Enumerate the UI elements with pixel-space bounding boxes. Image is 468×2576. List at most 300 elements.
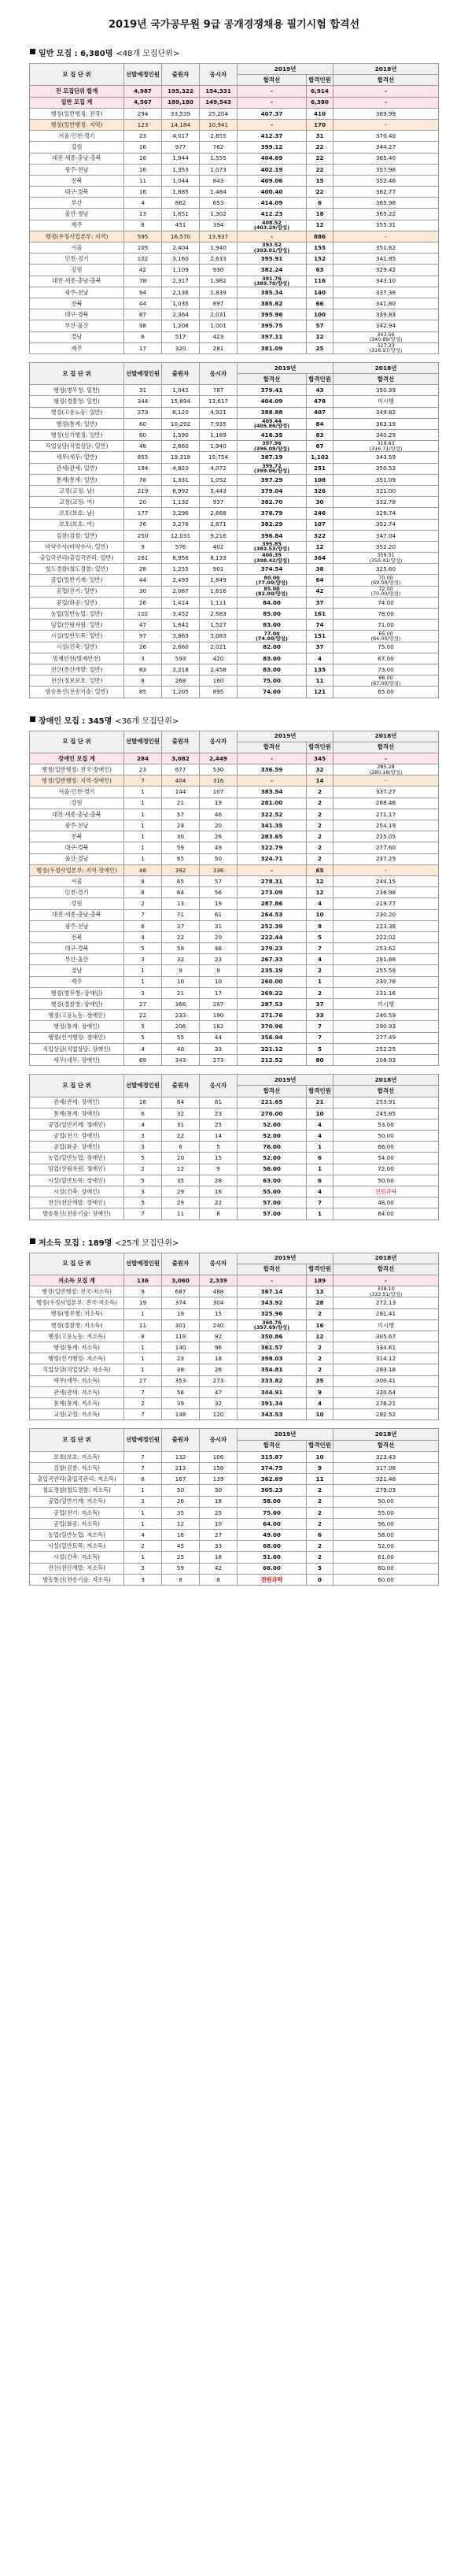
- cell-takers: 1,849: [200, 575, 238, 586]
- cell-unit: 행정(우정사업본부: 전국·저소득): [30, 1297, 124, 1308]
- cell-cutoff-2019: 409.44 (405.86/양성): [238, 418, 307, 429]
- cell-seats: 219: [124, 485, 162, 496]
- cell-takers: 31: [200, 920, 238, 931]
- cell-unit: 행정(경찰청: 저소득): [30, 1319, 124, 1331]
- cell-cutoff-2019: 360.76 (357.69/양성): [238, 1319, 307, 1331]
- cell-takers: 2,668: [200, 508, 238, 519]
- cell-cutoff-2019: 252.39: [238, 920, 307, 931]
- table-row: [30, 842, 439, 853]
- cell-unit: 관세(관세: 저소득): [30, 1386, 124, 1397]
- cell-seats: 7: [124, 909, 162, 920]
- cell-takers: 8: [200, 1208, 238, 1220]
- cell-cutoff-2018: 338.10 (333.51/양성): [333, 1286, 439, 1297]
- cell-unit: 농업(일반농업: 장애인): [30, 1153, 124, 1164]
- cell-unit: 행정(선거행정: 일반): [30, 430, 124, 441]
- table-row: [30, 831, 439, 842]
- cell-takers: 15,754: [200, 452, 238, 463]
- cell-cutoff-2018: 48.00: [333, 1197, 439, 1208]
- cell-cutoff-2019: 382.24: [238, 265, 307, 276]
- col-passers-2019: 합격인원: [307, 374, 333, 385]
- cell-cutoff-2018: 317.08: [333, 1462, 439, 1473]
- cell-passers-2019: 4: [307, 1119, 333, 1130]
- cell-unit: 광주·전남: [30, 287, 124, 298]
- table-row: [30, 1364, 439, 1375]
- cell-applicants: 23: [162, 1353, 200, 1364]
- cell-seats: 7: [124, 1409, 162, 1420]
- cell-takers: 1,982: [200, 276, 238, 287]
- cell-unit: 전북: [30, 298, 124, 309]
- cell-unit: 시설(건축: 일반): [30, 642, 124, 653]
- cell-takers: 20: [200, 931, 238, 942]
- cell-passers-2019: 15: [307, 175, 333, 186]
- cell-cutoff-2018: 223.38: [333, 920, 439, 931]
- cell-cutoff-2019: 379.04: [238, 485, 307, 496]
- cell-cutoff-2018: 미시행: [333, 999, 439, 1010]
- cell-unit: 일반 모집 계: [30, 97, 124, 108]
- cell-cutoff-2018: 78.00: [333, 609, 439, 620]
- table-row: [30, 153, 439, 164]
- table-row: [30, 1043, 439, 1054]
- cell-cutoff-2019: 412.37: [238, 131, 307, 142]
- cell-seats: 2: [124, 1496, 162, 1507]
- cell-cutoff-2019: 362.69: [238, 1474, 307, 1485]
- cell-applicants: 19: [162, 1308, 200, 1319]
- table-row: [30, 965, 439, 976]
- cell-applicants: 1,035: [162, 298, 200, 309]
- cell-unit: 통계(통계: 장애인): [30, 1108, 124, 1119]
- cell-seats: 16: [124, 1097, 162, 1108]
- cell-cutoff-2019: 414.09: [238, 198, 307, 209]
- cell-unit: 행정(병무청: 저소득): [30, 1308, 124, 1319]
- cell-applicants: 57: [162, 809, 200, 820]
- cell-cutoff-2018: 255.59: [333, 965, 439, 976]
- cell-cutoff-2019: 51.00: [238, 1552, 307, 1563]
- cell-applicants: 2,317: [162, 276, 200, 287]
- table-row: [30, 798, 439, 809]
- cell-passers-2019: 83: [307, 430, 333, 441]
- table-row: [30, 97, 439, 108]
- cell-cutoff-2018: 52.00: [333, 1541, 439, 1552]
- cell-passers-2019: 2: [307, 1485, 333, 1496]
- cell-seats: 8: [124, 675, 162, 687]
- cell-seats: 194: [124, 463, 162, 474]
- cell-seats: 2: [124, 898, 162, 909]
- cell-cutoff-2018: 343.59: [333, 452, 439, 463]
- cell-seats: 3: [124, 1131, 162, 1142]
- cell-unit: 시설(일반토목: 일반): [30, 631, 124, 642]
- cell-seats: 3: [124, 987, 162, 998]
- cell-cutoff-2018: 370.40: [333, 131, 439, 142]
- cell-applicants: 1,842: [162, 620, 200, 631]
- cell-cutoff-2019: 354.81: [238, 1364, 307, 1375]
- cell-seats: 4,567: [124, 97, 162, 108]
- cell-cutoff-2019: 271.76: [238, 1010, 307, 1021]
- cell-passers-2019: 2: [307, 831, 333, 842]
- cell-seats: 6: [124, 1108, 162, 1119]
- cell-cutoff-2018: 281.68: [333, 954, 439, 965]
- table-row: [30, 287, 439, 298]
- cell-applicants: 15,894: [162, 396, 200, 407]
- cell-cutoff-2018: 347.04: [333, 530, 439, 541]
- cell-passers-2019: 6: [307, 198, 333, 209]
- cell-unit: 전산(전산개발: 일반): [30, 664, 124, 675]
- cell-passers-2019: 65: [307, 864, 333, 875]
- section-subtitle: <48개 모집단위>: [116, 50, 180, 58]
- col-applicants: 출원자: [162, 1429, 200, 1451]
- cell-cutoff-2018: 351.62: [333, 242, 439, 254]
- cell-cutoff-2018: 271.17: [333, 809, 439, 820]
- cell-cutoff-2018: 305.67: [333, 1331, 439, 1342]
- cell-passers-2019: 4: [307, 1186, 333, 1197]
- cell-takers: 47: [200, 1386, 238, 1397]
- col-cutoff-2019: 합격선: [238, 742, 307, 753]
- col-cutoff-2019: 합격선: [238, 1264, 307, 1275]
- col-seats: 선발예정인원: [124, 1429, 162, 1451]
- cell-takers: 5: [200, 1142, 238, 1153]
- cell-takers: 530: [200, 764, 238, 775]
- table-row: [30, 320, 439, 331]
- cell-cutoff-2018: 219.77: [333, 898, 439, 909]
- table-row: [30, 1574, 439, 1585]
- cell-cutoff-2018: 231.16: [333, 987, 439, 998]
- cell-unit: 제주: [30, 220, 124, 231]
- cell-cutoff-2018: 352.20: [333, 541, 439, 552]
- cell-cutoff-2019: 374.75: [238, 1462, 307, 1473]
- cell-takers: 139: [200, 1474, 238, 1485]
- cell-cutoff-2019: 74.00: [238, 687, 307, 698]
- cell-cutoff-2018: 65.00: [333, 687, 439, 698]
- cell-cutoff-2018: 359.31 (355.41/양성): [333, 553, 439, 564]
- cell-cutoff-2018: 344.27: [333, 142, 439, 153]
- cell-seats: 16: [124, 164, 162, 175]
- cell-unit: 행정(일반행정: 전국·장애인): [30, 764, 124, 775]
- cell-applicants: 343: [162, 1054, 200, 1065]
- table-row: [30, 86, 439, 97]
- cell-unit: 행정(병무청: 일반): [30, 385, 124, 396]
- cell-cutoff-2019: 267.33: [238, 954, 307, 965]
- cell-seats: 1: [124, 831, 162, 842]
- cell-unit: 교정(교정: 남): [30, 485, 124, 496]
- cell-cutoff-2018: 323.43: [333, 1451, 439, 1462]
- table-header: [30, 362, 439, 384]
- cell-seats: 9: [124, 541, 162, 552]
- cell-unit: 직업상담(직업상담: 저소득): [30, 1364, 124, 1375]
- cell-takers: 488: [200, 1286, 238, 1297]
- cell-seats: 30: [124, 586, 162, 597]
- cell-cutoff-2019: 391.76 (389.70/양성): [238, 276, 307, 287]
- cell-cutoff-2019: 402.19: [238, 164, 307, 175]
- cell-cutoff-2018: -: [333, 86, 439, 97]
- cell-cutoff-2018: 277.60: [333, 842, 439, 853]
- cell-passers-2019: 18: [307, 209, 333, 220]
- cell-takers: 423: [200, 331, 238, 342]
- cell-passers-2019: 14: [307, 775, 333, 786]
- cell-applicants: 39: [162, 1398, 200, 1409]
- cell-passers-2019: 116: [307, 276, 333, 287]
- cell-takers: 46: [200, 809, 238, 820]
- cell-unit: 강원: [30, 898, 124, 909]
- cell-takers: 44: [200, 1032, 238, 1043]
- cell-cutoff-2018: 276.21: [333, 1398, 439, 1409]
- table-row: [30, 920, 439, 931]
- cell-applicants: 1,044: [162, 175, 200, 186]
- cell-passers-2019: 246: [307, 508, 333, 519]
- table-row: [30, 1286, 439, 1297]
- cell-cutoff-2019: 287.86: [238, 898, 307, 909]
- cell-passers-2019: 107: [307, 519, 333, 530]
- table-row: [30, 609, 439, 620]
- col-seats: 선발예정인원: [124, 362, 162, 384]
- table-row: [30, 1386, 439, 1397]
- col-seats: 선발예정인원: [124, 1253, 162, 1275]
- cell-applicants: 10,292: [162, 418, 200, 429]
- cell-takers: 8,133: [200, 553, 238, 564]
- cell-seats: 177: [124, 508, 162, 519]
- cell-applicants: 404: [162, 775, 200, 786]
- cell-unit: 교정(교정: 저소득): [30, 1409, 124, 1420]
- cell-takers: 27: [200, 1530, 238, 1541]
- cell-cutoff-2018: 56.00: [333, 1518, 439, 1529]
- cell-seats: 19: [124, 1297, 162, 1308]
- table-header: [30, 1253, 439, 1275]
- cell-applicants: 16,570: [162, 231, 200, 242]
- col-takers: 응시자: [200, 731, 238, 753]
- cell-takers: 420: [200, 653, 238, 664]
- cell-unit: 경남: [30, 965, 124, 976]
- cell-takers: 25: [200, 1119, 238, 1130]
- cell-cutoff-2018: 337.27: [333, 786, 439, 798]
- cell-seats: 47: [124, 620, 162, 631]
- cell-cutoff-2019: 395.96: [238, 309, 307, 320]
- cell-cutoff-2018: 60.00: [333, 1563, 439, 1574]
- cell-cutoff-2019: 341.35: [238, 820, 307, 831]
- cell-passers-2019: 886: [307, 231, 333, 242]
- square-bullet-icon: [30, 49, 35, 54]
- cell-applicants: 6,120: [162, 407, 200, 418]
- cell-cutoff-2019: -: [238, 1275, 307, 1286]
- cell-cutoff-2019: 356.94: [238, 1032, 307, 1043]
- cell-passers-2019: 37: [307, 642, 333, 653]
- table-row: [30, 887, 439, 898]
- table-row: [30, 1518, 439, 1529]
- cell-seats: 31: [124, 385, 162, 396]
- cell-applicants: 3,082: [162, 753, 200, 764]
- cell-unit: 전산(전산개발: 저소득): [30, 1563, 124, 1574]
- cell-cutoff-2018: 362.77: [333, 187, 439, 198]
- table-row: [30, 764, 439, 775]
- table-row: [30, 276, 439, 287]
- cell-cutoff-2019: 56.00: [238, 1164, 307, 1175]
- section-title: 장애인 모집 : 345명: [39, 716, 112, 726]
- cell-cutoff-2019: 398.03: [238, 1353, 307, 1364]
- cell-passers-2019: 410: [307, 108, 333, 119]
- table-row: [30, 441, 439, 452]
- cell-seats: 28: [124, 564, 162, 575]
- cell-applicants: 3,452: [162, 609, 200, 620]
- cell-cutoff-2019: 322.52: [238, 809, 307, 820]
- cell-cutoff-2019: 395.85 (382.53/양성): [238, 541, 307, 552]
- cell-applicants: 2,404: [162, 242, 200, 254]
- cell-cutoff-2019: 387.19: [238, 452, 307, 463]
- col-unit: 모 집 단 위: [30, 1429, 124, 1451]
- cell-unit: 서울·인천·경기: [30, 786, 124, 798]
- table-header: [30, 1429, 439, 1451]
- cell-cutoff-2018: 363.19: [333, 418, 439, 429]
- table-row: [30, 452, 439, 463]
- cell-unit: 시설(일반토목: 저소득): [30, 1541, 124, 1552]
- cell-passers-2019: 251: [307, 463, 333, 474]
- table-row: [30, 164, 439, 175]
- cell-takers: 297: [200, 999, 238, 1010]
- cell-applicants: 233: [162, 1010, 200, 1021]
- cell-passers-2019: 57: [307, 320, 333, 331]
- cell-passers-2019: 345: [307, 753, 333, 764]
- cell-applicants: 3,218: [162, 664, 200, 675]
- cell-seats: 273: [124, 407, 162, 418]
- cell-cutoff-2019: 58.00: [238, 1496, 307, 1507]
- cell-takers: 762: [200, 142, 238, 153]
- cell-applicants: 1,205: [162, 687, 200, 698]
- cell-passers-2019: 64: [307, 575, 333, 586]
- cell-passers-2019: 151: [307, 631, 333, 642]
- cell-cutoff-2018: 343.56 (340.89/양성): [333, 331, 439, 342]
- cell-passers-2019: 22: [307, 142, 333, 153]
- cell-applicants: 37: [162, 920, 200, 931]
- cell-seats: 3: [124, 1563, 162, 1574]
- cell-cutoff-2018: 225.05: [333, 831, 439, 842]
- cell-takers: 1,839: [200, 287, 238, 298]
- cell-cutoff-2019: 325.96: [238, 1308, 307, 1319]
- cell-unit: 검찰(검찰: 저소득): [30, 1462, 124, 1473]
- cell-takers: 1,189: [200, 430, 238, 441]
- cell-seats: 1: [124, 976, 162, 987]
- table-row: [30, 1142, 439, 1153]
- cell-seats: 1: [124, 853, 162, 864]
- col-applicants: 출원자: [162, 1075, 200, 1097]
- cell-takers: 10: [200, 1518, 238, 1529]
- table-row: [30, 1563, 439, 1574]
- cell-passers-2019: 22: [307, 164, 333, 175]
- section-subtitle: <25개 모집단위>: [115, 1238, 179, 1248]
- cell-applicants: 189,180: [162, 97, 200, 108]
- cell-takers: 30: [200, 1485, 238, 1496]
- cell-passers-2019: 108: [307, 474, 333, 485]
- cell-unit: 행정(경찰청: 일반): [30, 396, 124, 407]
- cell-passers-2019: 74: [307, 620, 333, 631]
- cell-unit: 통계(통계: 일반): [30, 474, 124, 485]
- cell-takers: 28: [200, 1175, 238, 1186]
- cell-applicants: 16: [162, 1530, 200, 1541]
- col-applicants: 출원자: [162, 362, 200, 384]
- cell-takers: 1,940: [200, 441, 238, 452]
- col-seats: 선발예정인원: [124, 1075, 162, 1097]
- table-row: [30, 242, 439, 254]
- cell-cutoff-2019: -: [238, 119, 307, 130]
- cell-seats: 60: [124, 430, 162, 441]
- cell-passers-2019: 8: [307, 920, 333, 931]
- cell-applicants: 21: [162, 987, 200, 998]
- cell-cutoff-2019: 367.14: [238, 1286, 307, 1297]
- cell-passers-2019: 22: [307, 187, 333, 198]
- cell-cutoff-2018: 64.00: [333, 1208, 439, 1220]
- cell-applicants: 677: [162, 764, 200, 775]
- table-row: [30, 198, 439, 209]
- cell-cutoff-2019: 324.71: [238, 853, 307, 864]
- cell-cutoff-2019: 382.29: [238, 519, 307, 530]
- cell-applicants: 167: [162, 1474, 200, 1485]
- cell-applicants: 24: [162, 820, 200, 831]
- cell-applicants: 1,944: [162, 153, 200, 164]
- cell-applicants: 576: [162, 541, 200, 552]
- table-wrap: [0, 362, 468, 698]
- cell-takers: 26: [200, 831, 238, 842]
- cell-cutoff-2018: 70.00 (69.00/양성): [333, 575, 439, 586]
- cell-seats: 855: [124, 452, 162, 463]
- cell-unit: 대전·세종·충남·충북: [30, 276, 124, 287]
- cell-seats: 78: [124, 276, 162, 287]
- table-row: [30, 987, 439, 998]
- cell-unit: 강원: [30, 142, 124, 153]
- cell-takers: 16: [200, 1186, 238, 1197]
- col-2019: 2019년: [238, 731, 333, 742]
- cell-cutoff-2019: 382.70: [238, 497, 307, 508]
- col-takers: 응시자: [200, 1429, 238, 1451]
- cell-cutoff-2019: 83.00: [238, 664, 307, 675]
- table-row: [30, 298, 439, 309]
- cell-cutoff-2018: 54.00: [333, 1153, 439, 1164]
- col-cutoff-2019: 합격선: [238, 75, 307, 86]
- cell-passers-2019: 2: [307, 1518, 333, 1529]
- table-row: [30, 385, 439, 396]
- table-row: [30, 553, 439, 564]
- table-row: [30, 853, 439, 864]
- cell-passers-2019: 2: [307, 1353, 333, 1364]
- cell-applicants: 301: [162, 1319, 200, 1331]
- cell-cutoff-2019: 391.34: [238, 1398, 307, 1409]
- cell-unit: 광주·전남: [30, 820, 124, 831]
- cell-passers-2019: 1: [307, 1142, 333, 1153]
- cell-cutoff-2018: 미시행: [333, 1319, 439, 1331]
- cell-seats: 3: [124, 1186, 162, 1197]
- cell-unit: 인천·경기: [30, 254, 124, 265]
- cell-takers: 281: [200, 342, 238, 353]
- cell-passers-2019: 1: [307, 976, 333, 987]
- cell-passers-2019: 84: [307, 418, 333, 429]
- cell-cutoff-2018: 320.64: [333, 1386, 439, 1397]
- cell-takers: 1,052: [200, 474, 238, 485]
- cell-takers: 273: [200, 1375, 238, 1386]
- cutoff-table: [29, 731, 439, 1067]
- table-row: [30, 1010, 439, 1021]
- cell-cutoff-2019: 315.87: [238, 1451, 307, 1462]
- table-row: [30, 119, 439, 130]
- cell-passers-2019: 2: [307, 1342, 333, 1353]
- cell-passers-2019: 7: [307, 1197, 333, 1208]
- col-takers: 응시자: [200, 64, 238, 86]
- cell-cutoff-2018: 342.94: [333, 320, 439, 331]
- table-row: [30, 687, 439, 698]
- cell-takers: 304: [200, 1297, 238, 1308]
- cell-seats: 344: [124, 396, 162, 407]
- cell-cutoff-2018: 272.13: [333, 1297, 439, 1308]
- cell-cutoff-2019: 404.69: [238, 153, 307, 164]
- cell-seats: 5: [124, 1175, 162, 1186]
- cell-applicants: 1,590: [162, 430, 200, 441]
- cell-cutoff-2019: 305.23: [238, 1485, 307, 1496]
- cell-cutoff-2019: 221.12: [238, 1043, 307, 1054]
- cell-seats: 102: [124, 254, 162, 265]
- cell-cutoff-2019: 383.54: [238, 786, 307, 798]
